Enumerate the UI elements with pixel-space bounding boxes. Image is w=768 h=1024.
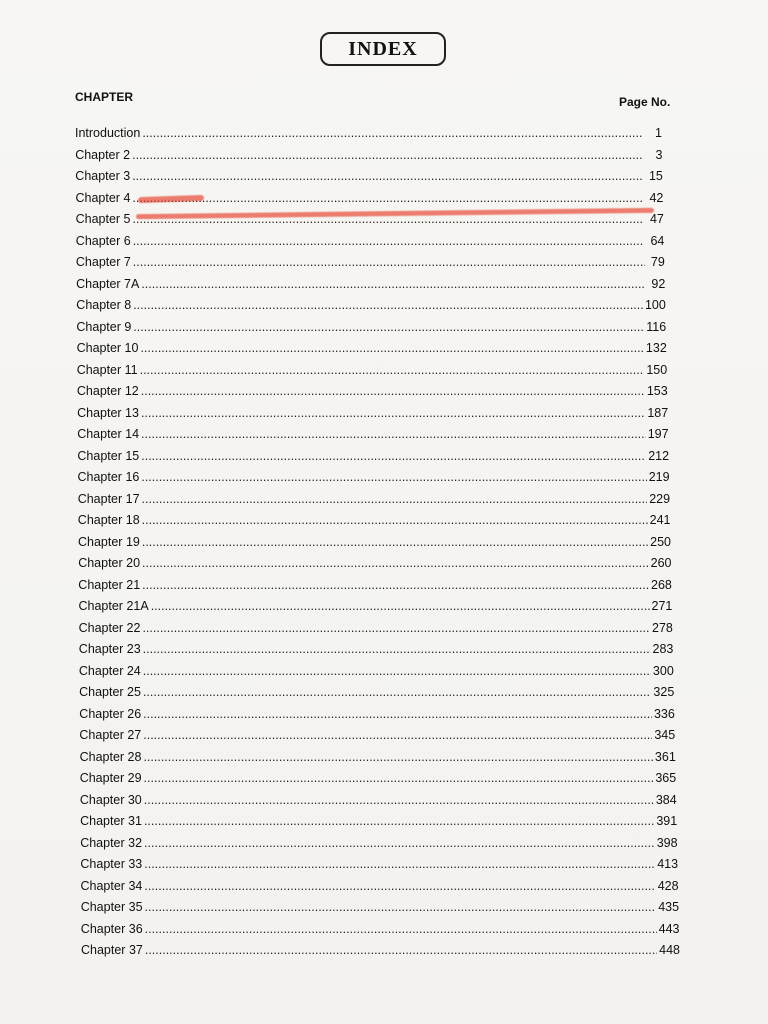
toc-entry <box>75 168 663 184</box>
toc-entry-page-number: 47 <box>649 212 664 226</box>
toc-entry-label: Chapter 18 <box>77 513 140 527</box>
dot-leader <box>133 319 644 335</box>
toc-entry-label: Chapter 19 <box>78 534 140 549</box>
toc-entry <box>81 878 679 894</box>
dot-leader <box>141 448 646 464</box>
dot-leader <box>133 233 645 249</box>
toc-entry-label: Chapter 16 <box>77 470 140 484</box>
dot-leader <box>143 684 651 700</box>
toc-entry <box>78 512 671 528</box>
toc-entry-label: Chapter 33 <box>80 857 143 871</box>
toc-entry-label: Chapter 4 <box>75 190 131 205</box>
toc-entry-label: Chapter 37 <box>81 943 143 957</box>
toc-entry-page-number: 283 <box>652 642 674 656</box>
toc-entry-label: Chapter 11 <box>76 362 138 377</box>
toc-entry <box>81 942 680 958</box>
toc-entry <box>80 749 676 765</box>
toc-entry-page-number: 150 <box>646 362 668 377</box>
toc-entry-label: Chapter 12 <box>76 384 139 398</box>
dot-leader <box>144 856 655 872</box>
chapter-column-header: CHAPTER <box>75 90 134 104</box>
dot-leader <box>142 534 648 550</box>
toc-entry <box>77 426 668 442</box>
toc-entry-page-number: 391 <box>656 814 678 828</box>
toc-entry-label: Chapter 27 <box>79 728 142 742</box>
toc-entry-page-number: 241 <box>649 513 671 527</box>
toc-entry-page-number: 336 <box>653 706 675 721</box>
toc-entry <box>77 340 667 356</box>
toc-entry-label: Chapter 7 <box>75 255 131 269</box>
toc-entry-page-number: 435 <box>658 900 680 914</box>
toc-entry-label: Chapter 20 <box>78 556 141 570</box>
dot-leader <box>142 555 649 571</box>
toc-entry <box>76 319 666 335</box>
dot-leader <box>141 426 646 442</box>
toc-entry-label: Chapter 17 <box>77 491 140 506</box>
toc-entry-page-number: 365 <box>655 771 677 785</box>
dot-leader <box>145 942 657 958</box>
toc-entry-page-number: 219 <box>648 470 670 484</box>
toc-entry-page-number: 15 <box>648 169 663 183</box>
toc-entry-page-number: 132 <box>645 341 667 355</box>
toc-entry-label: Chapter 31 <box>80 814 142 828</box>
dot-leader <box>140 340 643 356</box>
toc-entry-label: Chapter 22 <box>78 620 141 635</box>
toc-entry <box>78 534 671 550</box>
toc-entry <box>79 598 673 614</box>
toc-entry-page-number: 361 <box>654 749 676 764</box>
dot-leader <box>132 147 642 163</box>
toc-entry-page-number: 384 <box>655 792 677 807</box>
toc-entry-page-number: 443 <box>658 921 680 936</box>
dot-leader <box>142 491 648 507</box>
dot-leader <box>144 770 654 786</box>
toc-entry-label: Chapter 7A <box>76 276 140 291</box>
toc-entry <box>75 147 662 163</box>
toc-entry-label: Chapter 14 <box>77 427 140 441</box>
toc-entry-page-number: 300 <box>652 663 674 678</box>
toc-entry-label: Chapter 3 <box>75 169 131 183</box>
toc-entry-label: Chapter 5 <box>75 212 131 226</box>
toc-entry <box>79 727 675 743</box>
toc-entry-page-number: 92 <box>651 276 666 291</box>
toc-entry <box>80 770 677 786</box>
toc-entry <box>78 469 670 485</box>
toc-entry-label: Chapter 2 <box>75 147 131 162</box>
toc-entry <box>81 899 679 915</box>
toc-entry-page-number: 79 <box>650 255 665 269</box>
toc-entry-page-number: 268 <box>651 577 672 592</box>
dot-leader <box>133 297 643 313</box>
dot-leader <box>142 577 649 593</box>
toc-entry-page-number: 413 <box>657 857 679 871</box>
toc-entry-label: Chapter 35 <box>80 900 143 914</box>
toc-entry-label: Chapter 34 <box>80 878 143 893</box>
toc-entry <box>75 125 662 141</box>
dot-leader <box>133 254 645 270</box>
toc-entry <box>77 383 668 399</box>
dot-leader <box>141 469 646 485</box>
toc-entry <box>79 706 675 722</box>
dot-leader <box>151 598 650 614</box>
toc-entry-page-number: 100 <box>644 298 666 312</box>
toc-entry <box>80 813 677 829</box>
dot-leader <box>142 620 650 636</box>
dot-leader <box>141 405 645 421</box>
toc-entry-label: Chapter 26 <box>79 706 142 721</box>
dot-leader <box>140 362 645 378</box>
toc-entry-label: Chapter 24 <box>78 663 141 678</box>
dot-leader <box>143 641 651 657</box>
toc-entry <box>81 921 680 937</box>
toc-entry-page-number: 212 <box>648 448 670 463</box>
toc-entry-label: Chapter 30 <box>79 792 142 807</box>
dot-leader <box>143 706 652 722</box>
dot-leader <box>144 792 654 808</box>
toc-entry <box>77 448 669 464</box>
toc-entry-page-number: 428 <box>657 878 679 893</box>
toc-entry <box>76 297 666 313</box>
toc-entry-label: Chapter 29 <box>79 771 142 785</box>
toc-entry <box>77 405 668 421</box>
toc-entry-page-number: 398 <box>656 835 678 850</box>
toc-entry-page-number: 1 <box>655 126 662 140</box>
dot-leader <box>143 749 652 765</box>
toc-entry-label: Introduction <box>75 126 141 140</box>
toc-entry-label: Chapter 32 <box>80 835 143 850</box>
toc-entry-page-number: 260 <box>650 556 672 570</box>
toc-entry <box>79 641 674 657</box>
toc-entry-label: Chapter 6 <box>75 233 131 248</box>
toc-entry <box>78 577 672 593</box>
dot-leader <box>145 921 657 937</box>
dot-leader <box>145 899 657 915</box>
toc-entry-page-number: 448 <box>659 943 680 957</box>
toc-entry-page-number: 345 <box>654 728 676 742</box>
toc-entry-page-number: 153 <box>646 384 668 398</box>
toc-entry-page-number: 187 <box>647 405 669 420</box>
toc-entry-page-number: 325 <box>653 685 675 699</box>
toc-entry-page-number: 250 <box>650 534 671 549</box>
toc-entry <box>77 362 668 378</box>
dot-leader <box>144 813 654 829</box>
toc-entry <box>79 663 674 679</box>
toc-entry-label: Chapter 36 <box>80 921 143 936</box>
toc-entry-page-number: 197 <box>647 427 669 441</box>
toc-entry <box>76 233 665 249</box>
toc-entry <box>78 491 670 507</box>
page-number-column-header: Page No. <box>619 95 671 109</box>
toc-entry <box>80 792 677 808</box>
index-title: INDEX <box>320 32 446 66</box>
toc-entry <box>80 835 677 851</box>
dot-leader <box>132 190 643 206</box>
toc-entry-label: Chapter 21A <box>78 599 149 613</box>
toc-entry <box>76 276 665 292</box>
toc-entry-label: Chapter 13 <box>77 405 139 420</box>
toc-entry <box>79 684 674 700</box>
toc-entry-page-number: 116 <box>646 319 667 334</box>
toc-entry-label: Chapter 10 <box>76 341 139 355</box>
dot-leader <box>144 835 655 851</box>
toc-entry <box>79 620 673 636</box>
toc-entry-page-number: 278 <box>652 620 673 635</box>
toc-entry-label: Chapter 28 <box>79 749 142 764</box>
toc-entry <box>80 856 678 872</box>
toc-entry <box>78 555 671 571</box>
toc-entry-page-number: 271 <box>651 599 673 613</box>
dot-leader <box>142 512 648 528</box>
toc-entry-page-number: 42 <box>649 190 664 205</box>
toc-entry-label: Chapter 15 <box>77 448 140 463</box>
dot-leader <box>143 727 652 743</box>
toc-entry <box>76 254 665 270</box>
dot-leader <box>141 276 645 292</box>
toc-entry-page-number: 3 <box>655 147 663 162</box>
toc-entry-label: Chapter 23 <box>78 642 141 656</box>
dot-leader <box>143 663 651 679</box>
toc-entry-page-number: 229 <box>649 491 671 506</box>
toc-entry-label: Chapter 25 <box>79 685 141 699</box>
toc-entry-label: Chapter 21 <box>78 577 141 592</box>
toc-entry-page-number: 64 <box>650 233 665 248</box>
dot-leader <box>142 125 642 141</box>
toc-entry-label: Chapter 8 <box>76 298 132 312</box>
dot-leader <box>144 878 655 894</box>
dot-leader <box>132 168 643 184</box>
dot-leader <box>141 383 645 399</box>
toc-entry-label: Chapter 9 <box>76 319 132 334</box>
